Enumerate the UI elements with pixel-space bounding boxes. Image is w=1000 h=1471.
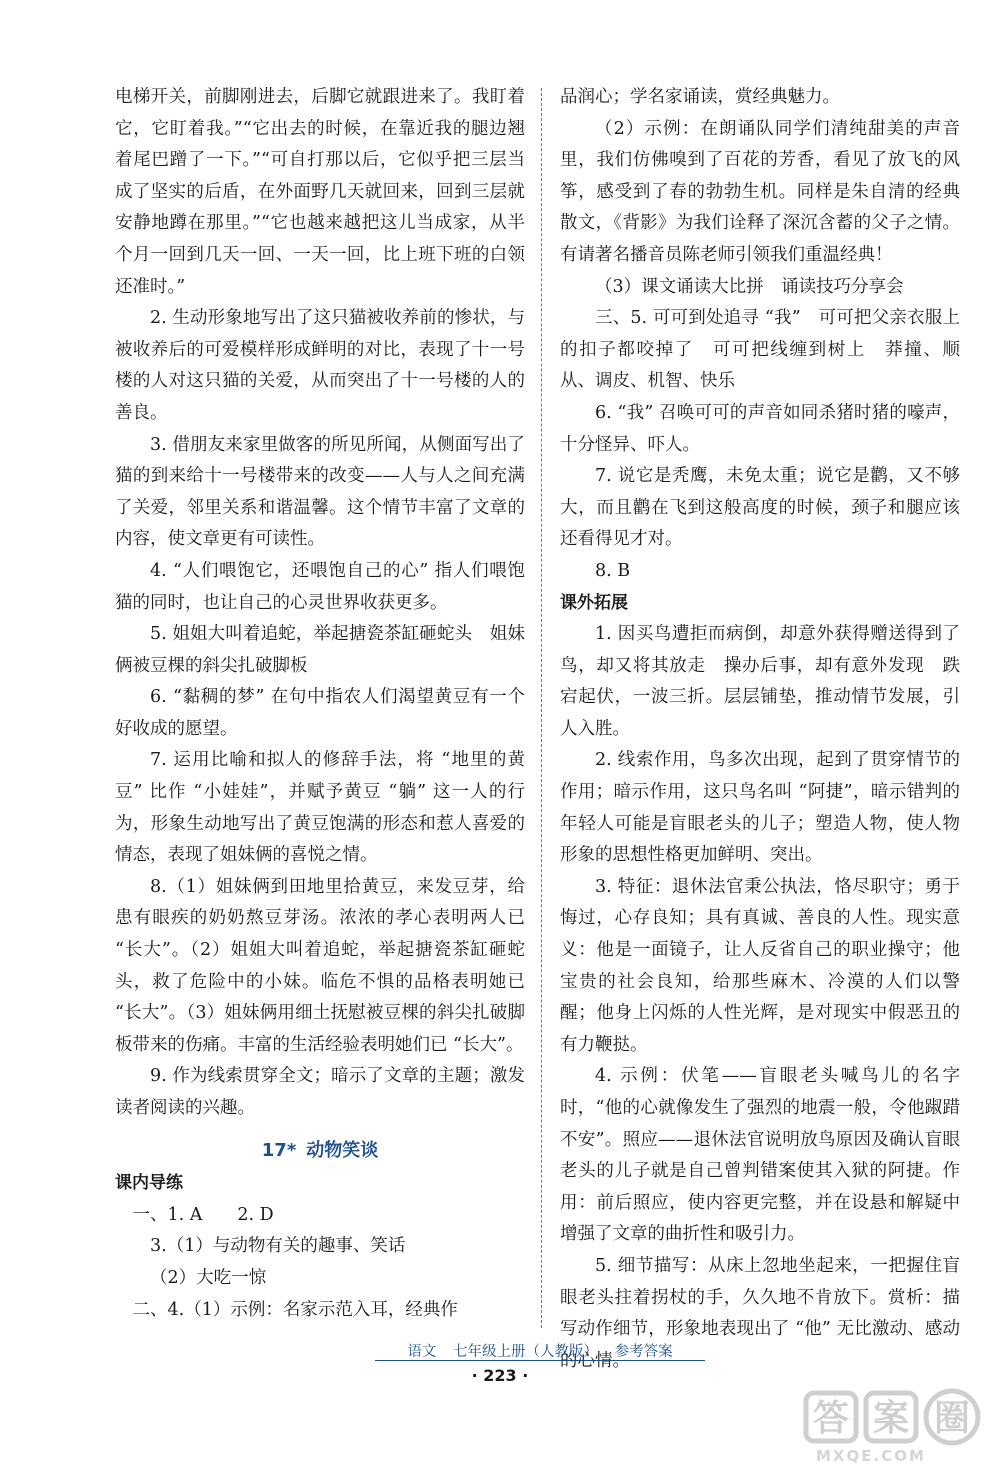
answer-paragraph: 5. 姐姐大叫着追蛇，举起搪瓷茶缸砸蛇头 姐妹俩被豆棵的斜尖扎破脚板 bbox=[115, 624, 525, 676]
answer-paragraph: 3. 特征：退休法官秉公执法，恪尽职守；勇于悔过，心存良知；具有真诚、善良的人性。现实意义：他是一面镜子，让人反省自己的职业操守；他宝贵的社会良知，给那些麻木、冷漠的人们以警醒；他身上闪烁的人性光辉，是对现实中假恶丑的有力鞭挞。 bbox=[560, 876, 960, 1055]
answer-paragraph: 电梯开关，前脚刚进去，后脚它就跟进来了。我盯着它，它盯着我。”“它出去的时候，在靠近我的腿边翘着尾巴蹭了一下。”“可自打那以后，它似乎把三层当成了坚实的后盾，在外面野几天就回来，回到三层就安静地蹲在那里。”“它也越来越把这儿当成家，从半个月一回到几天一回、一天一回，比上班下班的白领还准时。” bbox=[115, 87, 525, 297]
answer-paragraph: 9. 作为线索贯穿全文；暗示了文章的主题；激发读者阅读的兴趣。 bbox=[115, 1066, 525, 1118]
lesson-number: 17* bbox=[261, 1139, 297, 1161]
footer-book-info bbox=[375, 1340, 705, 1361]
watermark-logo bbox=[800, 1385, 990, 1465]
answer-paragraph: 8. B bbox=[595, 560, 631, 581]
answer-paragraph: （2）示例：在朗诵队同学们清纯甜美的声音里，我们仿佛嗅到了百花的芳香，看见了放飞的风筝，感受到了春的勃勃生机。同样是朱自清的经典散文，《背影》为我们诠释了深沉含蓄的父子之情。有请著名播音员陈老师引领我们重温经典！ bbox=[560, 118, 960, 265]
answer-paragraph: 6. “我” 召唤可可的声音如同杀猪时猪的嚎声，十分怪异、吓人。 bbox=[560, 402, 960, 455]
watermark-text: MXQE.COM bbox=[816, 1447, 926, 1465]
answer-paragraph: 4. 示例：伏笔——盲眼老头喊鸟儿的名字时，“他的心就像发生了强烈的地震一般，令他踧踖不安”。照应——退休法官说明放鸟原因及确认盲眼老头的儿子就是自己曾判错案使其入狱的阿捷。作用：前后照应，使内容更完整，并在设悬和解疑中增强了文章的曲折性和吸引力。 bbox=[560, 1066, 960, 1245]
answer-paragraph: 3.（1）与动物有关的趣事、笑话 bbox=[150, 1236, 406, 1257]
answer-paragraph: 7. 说它是秃鹰，未免太重；说它是鹳，又不够大，而且鹳在飞到这般高度的时候，颈子和腿应该还看得见才对。 bbox=[560, 466, 960, 550]
answer-paragraph: 6. “黏稠的梦” 在句中指农人们渴望黄豆有一个好收成的愿望。 bbox=[115, 687, 525, 739]
answer-paragraph: 5. 细节描写：从床上忽地坐起来，一把握住盲眼老头拄着拐杖的手，久久地不肯放下。赏析：描写动作细节，形象地表现出了 “他” 无比激动、感动的心情。 bbox=[560, 1255, 960, 1371]
footer-subject: 语文 bbox=[407, 1344, 437, 1360]
answer-paragraph: 8.（1）姐妹俩到田地里拾黄豆，来发豆芽，给患有眼疾的奶奶熬豆芽汤。浓浓的孝心表明两人已 “长大”。（2）姐姐大叫着追蛇，举起搪瓷茶缸砸蛇头，救了危险中的小妹。临危不惧的品格表明她已 “长大”。（3）姐妹俩用细土抚慰被豆棵的斜尖扎破脚板带来的伤痛。丰富的生活经验表明她们已 “长大”。 bbox=[115, 876, 525, 1055]
footer-label: 参考答案 bbox=[614, 1344, 673, 1360]
answer-paragraph: 3. 借朋友来家里做客的所见所闻，从侧面写出了猫的到来给十一号楼带来的改变——人与人之间充满了关爱，邻里关系和谐温馨。这个情节丰富了文章的内容，使文章更有可读性。 bbox=[115, 434, 525, 550]
footer-grade: 七年级上册（人教版） bbox=[453, 1344, 598, 1360]
answer-paragraph: 品润心；学名家诵读，赏经典魅力。 bbox=[560, 87, 840, 107]
answer-paragraph: 7. 运用比喻和拟人的修辞手法，将 “地里的黄豆” 比作 “小娃娃”，并赋予黄豆 “躺” 这一人的行为，形象生动地写出了黄豆饱满的形态和惹人喜爱的情态，表现了姐妹俩的喜悦之情。 bbox=[115, 750, 525, 866]
section-heading: 课外拓展 bbox=[560, 592, 628, 613]
answer-paragraph: 二、4.（1）示例：名家示范入耳，经典作 bbox=[132, 1299, 458, 1320]
section-heading: 课内导练 bbox=[115, 1173, 183, 1194]
answer-paragraph: 2. 生动形象地写出了这只猫被收养前的惨状，与被收养后的可爱模样形成鲜明的对比，表现了十一号楼的人对这只猫的关爱，从而突出了十一号楼的人的善良。 bbox=[115, 308, 525, 423]
watermark-char-3: 圈 bbox=[934, 1398, 971, 1439]
lesson-name: 动物笑谈 bbox=[306, 1139, 379, 1161]
watermark-logo-icon bbox=[800, 1385, 990, 1449]
watermark-char-1: 答 bbox=[813, 1398, 850, 1439]
column-divider bbox=[541, 88, 542, 1328]
right-column bbox=[560, 82, 960, 1377]
watermark-char-2: 案 bbox=[873, 1398, 910, 1439]
answer-paragraph: （2）大吃一惊 bbox=[150, 1267, 267, 1288]
answer-paragraph: 一、1. A 2. D bbox=[132, 1204, 274, 1225]
left-column bbox=[115, 82, 525, 1326]
answer-paragraph: 4. “人们喂饱它，还喂饱自己的心” 指人们喂饱猫的同时，也让自己的心灵世界收获更多。 bbox=[115, 560, 525, 613]
answer-paragraph: 2. 线索作用，鸟多次出现，起到了贯穿情节的作用；暗示作用，这只鸟名叫 “阿捷”，暗示错判的年轻人可能是盲眼老头的儿子；塑造人物，使人物形象的思想性格更加鲜明、突出。 bbox=[560, 750, 960, 866]
page-number: · 223 · bbox=[471, 1366, 529, 1385]
lesson-title bbox=[115, 1135, 525, 1167]
answer-paragraph: （3）课文诵读大比拼 诵读技巧分享会 bbox=[595, 276, 904, 297]
answer-paragraph: 1. 因买鸟遭拒而病倒，却意外获得赠送得到了鸟，却又将其放走 操办后事，却有意外发现 跌宕起伏，一波三折。层层铺垫，推动情节发展，引人入胜。 bbox=[560, 624, 960, 739]
answer-paragraph: 三、5. 可可到处追寻 “我” 可可把父亲衣服上的扣子都咬掉了 可可把线缠到树上 莽撞、顺从、调皮、机智、快乐 bbox=[560, 308, 960, 392]
